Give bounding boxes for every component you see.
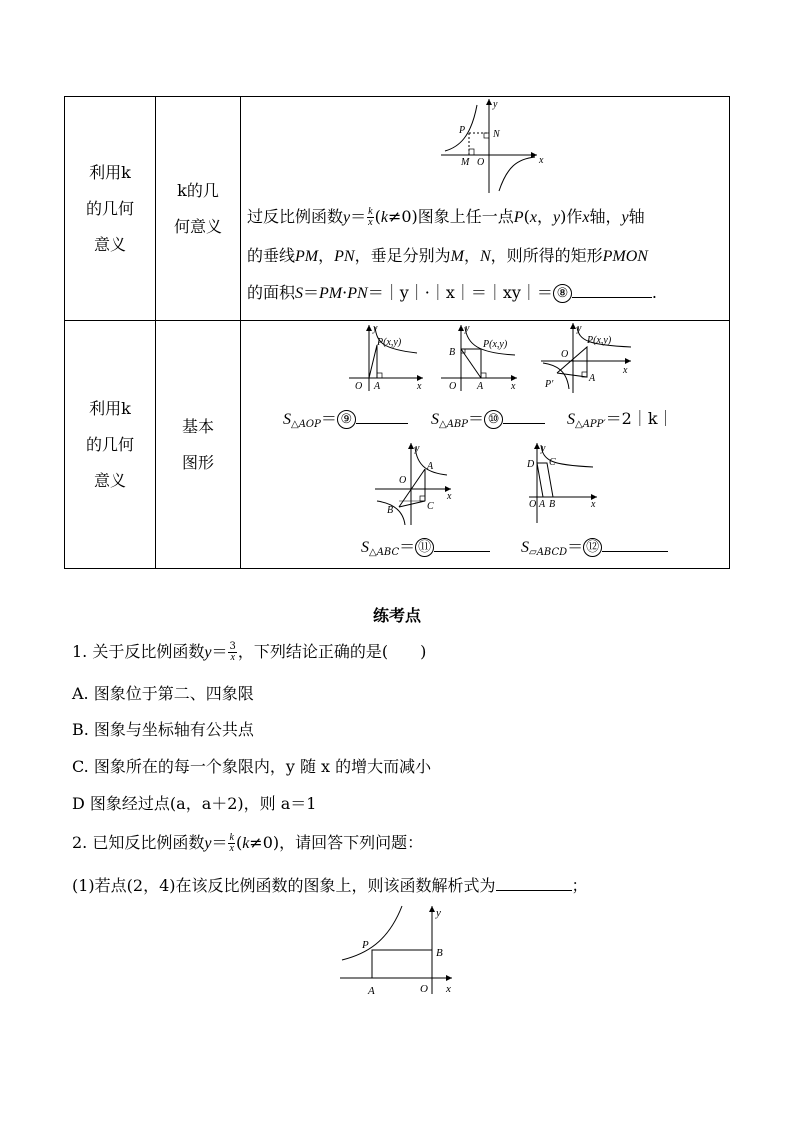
answer-blank[interactable] [602, 551, 668, 552]
svg-text:A: A [589, 373, 596, 384]
answer-blank[interactable] [503, 423, 545, 424]
row1-category-cell [65, 97, 156, 321]
blank-number-12: ⑫ [583, 538, 602, 557]
area-abp-label: $S_{\triangle ABP}=$ ⑩ [431, 407, 545, 437]
svg-text:x: x [417, 381, 422, 392]
svg-text:B: B [449, 347, 456, 358]
svg-text:y: y [373, 323, 378, 334]
answer-blank[interactable] [496, 890, 572, 891]
s-symbol: S [521, 539, 529, 556]
svg-text:P′: P′ [545, 379, 554, 390]
s-symbol: S [283, 411, 291, 428]
blank-number-10: ⑩ [484, 410, 503, 429]
row1-category-line: 利用k [89, 162, 131, 182]
row1-topic-cell [156, 97, 241, 321]
svg-text:x: x [623, 365, 628, 376]
svg-text:x: x [447, 491, 452, 502]
svg-text:x: x [539, 155, 544, 166]
svg-text:A: A [427, 461, 434, 472]
svg-text:P(x,y): P(x,y) [377, 337, 402, 348]
triangle-abp-diagram [439, 323, 523, 393]
text-segment: (1)若点(2，4)在该反比例函数的图象上，则该函数解析式为 [72, 876, 496, 895]
triangle-aop-diagram [347, 323, 427, 393]
svg-text:C: C [549, 457, 556, 468]
triangle-abc-diagram [373, 441, 457, 527]
row1-category-line: 的几何 [85, 198, 134, 218]
question-1-option-c[interactable]: C. 图象所在的每一个象限内，y 随 x 的增大而减小 [72, 757, 432, 776]
svg-text:P(x,y): P(x,y) [587, 335, 612, 346]
row2-topic-line: 图形 [181, 452, 214, 472]
question-2-stem: 2. 已知反比例函数y＝ $\frac{k}{x}$ (k≠0)，请回答下列问题： [72, 832, 424, 854]
rectangle-pmon-diagram [437, 97, 547, 195]
fraction-numerator: 3 [229, 641, 236, 652]
question-2-part-1 [72, 874, 588, 898]
svg-text:D: D [527, 459, 535, 470]
blank-number-11: ⑪ [415, 538, 434, 557]
row2-category-line: 的几何 [85, 434, 134, 454]
svg-text:A: A [368, 985, 375, 997]
question-1-option-d[interactable]: D 图象经过点(a，a＋2)，则 a＝1 [72, 794, 317, 813]
row1-topic-line: 何意义 [173, 216, 222, 236]
text-segment: 图象上任一点 [417, 207, 514, 226]
s-subscript: △APP′ [575, 419, 606, 430]
blank-number-9: ⑨ [337, 410, 356, 429]
svg-text:O: O [529, 499, 537, 510]
text-segment: ，则所得的矩形 [490, 246, 603, 265]
text-segment: . [651, 283, 657, 302]
s-symbol: S [431, 411, 439, 428]
s-subscript: △AOP [291, 419, 321, 430]
answer-blank[interactable] [572, 297, 652, 298]
svg-text:A: A [477, 381, 484, 392]
row2-topic-line: 基本 [181, 416, 214, 436]
svg-text:B: B [436, 947, 443, 959]
svg-text:y: y [493, 99, 498, 110]
svg-text:y: y [465, 323, 470, 334]
s-value: ＝2｜k｜ [605, 409, 674, 428]
s-symbol: S [361, 539, 369, 556]
svg-text:O: O [355, 381, 363, 392]
svg-text:y: y [577, 323, 582, 334]
svg-text:y: y [415, 443, 420, 454]
text-segment: 2. 已知反比例函数 [72, 833, 205, 852]
fraction-denominator: x [230, 652, 235, 663]
section-title: 练考点 [372, 606, 421, 625]
question-1-option-a[interactable]: A. 图象位于第二、四象限 [72, 684, 254, 703]
text-segment: ，下列结论正确的是( ) [237, 642, 427, 661]
question-2-figure [336, 902, 460, 1000]
svg-text:y: y [436, 907, 441, 919]
s-symbol: S [567, 411, 575, 428]
svg-text:A: A [539, 499, 546, 510]
row2-category-line: 利用k [89, 398, 131, 418]
row1-category-line: 意义 [93, 234, 126, 254]
svg-text:x: x [446, 983, 451, 995]
svg-text:A: A [374, 381, 381, 392]
question-1-option-b[interactable]: B. 图象与坐标轴有公共点 [72, 720, 254, 739]
svg-text:O: O [420, 983, 428, 995]
svg-text:N: N [493, 129, 500, 140]
svg-text:O: O [477, 157, 485, 168]
svg-text:x: x [511, 381, 516, 392]
row1-content-cell [241, 97, 730, 321]
svg-text:O: O [399, 475, 407, 486]
text-segment: 1. 关于反比例函数 [72, 642, 205, 661]
text-segment: ，垂足分别为 [354, 246, 451, 265]
text-segment: 的垂线 [247, 246, 296, 265]
text-segment: 轴 [628, 207, 645, 226]
s-subscript: △ABP [439, 419, 468, 430]
question-1-stem: 1. 关于反比例函数y＝ $\frac{3}{x}$ ，下列结论正确的是( ) [72, 641, 427, 663]
svg-text:P: P [459, 125, 466, 136]
row2-topic-cell [156, 321, 241, 569]
s-subscript: ▱ABCD [529, 547, 568, 558]
svg-text:y: y [541, 443, 546, 454]
area-app-prime-label [567, 407, 674, 437]
parallelogram-abcd-diagram [527, 441, 601, 525]
area-aop-label: $S_{\triangle AOP}=$ ⑨ [283, 407, 408, 437]
svg-text:P(x,y): P(x,y) [483, 339, 508, 350]
text-segment: ＝｜y｜·｜x｜＝｜xy｜＝ [367, 283, 553, 302]
answer-blank[interactable] [356, 423, 408, 424]
text-segment: 作 [566, 207, 583, 226]
row1-text: 过反比例函数y＝ $\frac{k}{x}$ (k≠0)图象上任一点P(x，y)作x轴，y轴 的垂线PM，PN，垂足分别为M，N，则所得的矩形PMON 的面积S＝PM·PN＝｜y｜·｜x｜＝｜xy｜＝ ⑧ . [247, 206, 657, 302]
area-abcd-label: $S_{▱ABCD}=$ ⑫ [521, 535, 668, 565]
triangle-app-prime-diagram [539, 321, 639, 395]
row1-topic-line: k的几 [177, 180, 219, 200]
text-segment: ，请回答下列问题： [279, 833, 424, 852]
svg-text:C: C [427, 501, 434, 512]
blank-number-8: ⑧ [553, 284, 572, 303]
answer-blank[interactable] [434, 551, 490, 552]
text-segment: 的面积 [247, 283, 296, 302]
text-segment: ； [571, 876, 588, 895]
text-segment: 过反比例函数 [247, 207, 344, 226]
svg-text:O: O [561, 349, 569, 360]
svg-text:O: O [449, 381, 457, 392]
s-subscript: △ABC [369, 547, 400, 558]
svg-text:P: P [362, 939, 369, 951]
row2-content-cell [241, 321, 730, 569]
knowledge-table [64, 96, 730, 569]
text-segment: 轴， [589, 207, 622, 226]
row2-category-line: 意义 [93, 470, 126, 490]
row2-category-cell [65, 321, 156, 569]
svg-text:M: M [461, 157, 470, 168]
area-abc-label: $S_{\triangle ABC}=$ ⑪ [361, 535, 490, 565]
svg-text:B: B [387, 505, 394, 516]
svg-text:B: B [549, 499, 556, 510]
svg-text:x: x [591, 499, 596, 510]
